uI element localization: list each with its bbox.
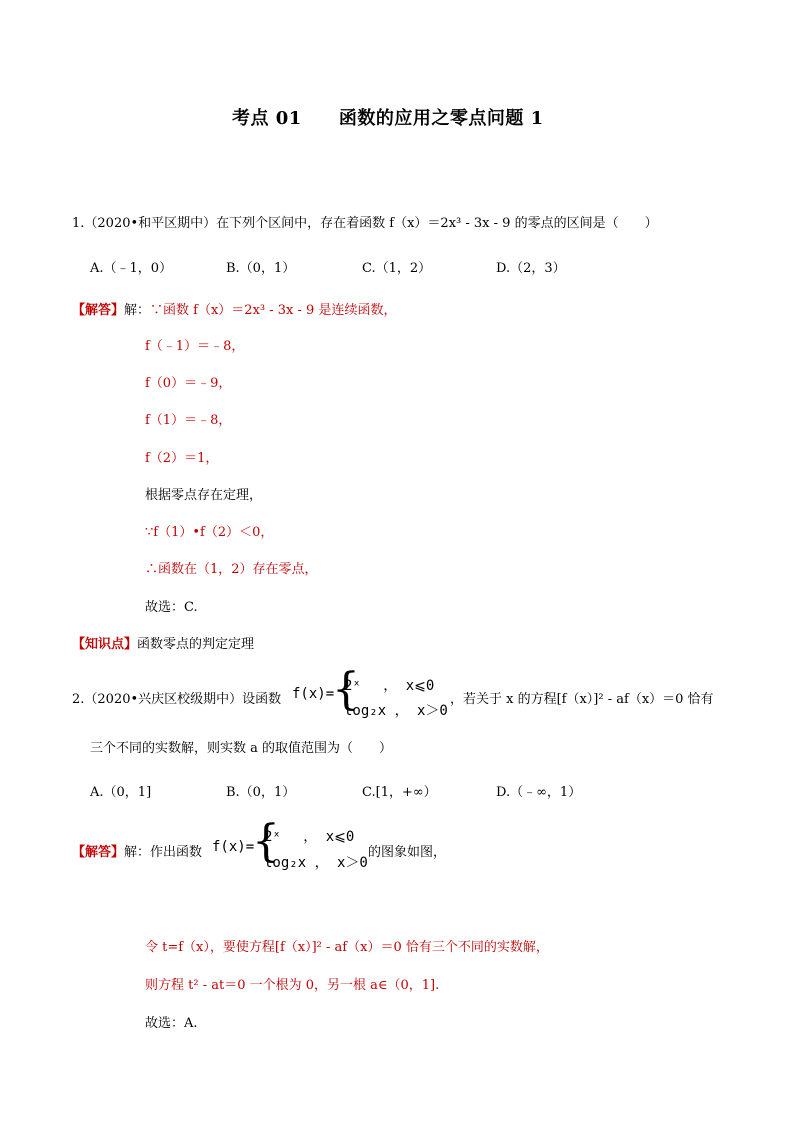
choice-a: A.（﹣1，0） (90, 261, 173, 276)
question-1-answer-line (72, 299, 396, 318)
answer-function-name: f(x)= (212, 839, 255, 855)
answer-suffix: 的图象如图， (368, 845, 447, 860)
step-6: ∵f（1）•f（2）＜0， (145, 525, 274, 540)
knowledge-label: 【知识点】 (72, 637, 138, 652)
step-3: f（1）＝﹣8， (145, 413, 232, 428)
answer-label: 【解答】 (72, 845, 125, 860)
answer-piece-2: log₂x ， x＞0 (264, 855, 368, 871)
step-1: f（﹣1）＝﹣8， (145, 339, 245, 354)
piecewise-function-name: f(x)= (292, 686, 335, 702)
step-8: 故选：C. (145, 600, 198, 615)
piece-1: 2ˣ ， x⩽0 (344, 678, 435, 694)
question-2-stem-suffix: ，若关于 x 的方程[f（x）]² - af（x）＝0 恰有 (450, 692, 714, 707)
step-5: 根据零点存在定理， (145, 488, 263, 503)
question-2-choices (90, 781, 581, 800)
question-1-stem: 1.（2020•和平区期中）在下列个区间中，存在着函数 f（x）＝2x³ - 3x - 9 的零点的区间是（ ） (72, 216, 658, 231)
step-2: f（0）＝﹣9， (145, 376, 232, 391)
piece-2: log₂x ， x＞0 (344, 703, 448, 719)
choice-a: A.（0，1] (90, 785, 152, 800)
page-title: 考点 01 函数的应用之零点问题 1 (232, 108, 544, 129)
knowledge-text: 函数零点的判定定理 (137, 637, 255, 652)
question-2-stem-prefix: 2.（2020•兴庆区校级期中）设函数 (72, 692, 282, 707)
choice-b: B.（0，1） (226, 261, 296, 276)
choice-d: D.（﹣∞，1） (496, 785, 582, 800)
answer-line-1: 令 t=f（x），要使方程[f（x）]² - af（x）＝0 恰有三个不同的实数解， (145, 940, 549, 955)
answer-intro: 解： (124, 303, 151, 318)
question-2-answer-line (72, 841, 202, 860)
knowledge-point (72, 633, 254, 652)
answer-statement: ∵函数 f（x）＝2x³ - 3x - 9 是连续函数， (150, 303, 397, 318)
answer-line-2: 则方程 t² - at＝0 一个根为 0，另一根 a∈（0，1]. (145, 978, 440, 993)
question-2-stem-line2: 三个不同的实数解，则实数 a 的取值范围为（ ） (90, 741, 393, 756)
choice-c: C.[1，+∞） (362, 785, 437, 800)
answer-intro: 解：作出函数 (124, 845, 203, 860)
choice-b: B.（0，1） (226, 785, 296, 800)
piecewise-brace: { (332, 664, 360, 715)
choice-c: C.（1，2） (362, 261, 432, 276)
choice-d: D.（2，3） (496, 261, 566, 276)
answer-piece-1: 2ˣ ， x⩽0 (264, 829, 355, 845)
question-1-choices (90, 257, 566, 276)
step-4: f（2）＝1， (145, 451, 219, 466)
answer-line-3: 故选：A. (145, 1016, 198, 1031)
answer-piecewise-brace: { (252, 816, 280, 867)
answer-label: 【解答】 (72, 303, 125, 318)
step-7: ∴函数在（1，2）存在零点， (145, 562, 318, 577)
